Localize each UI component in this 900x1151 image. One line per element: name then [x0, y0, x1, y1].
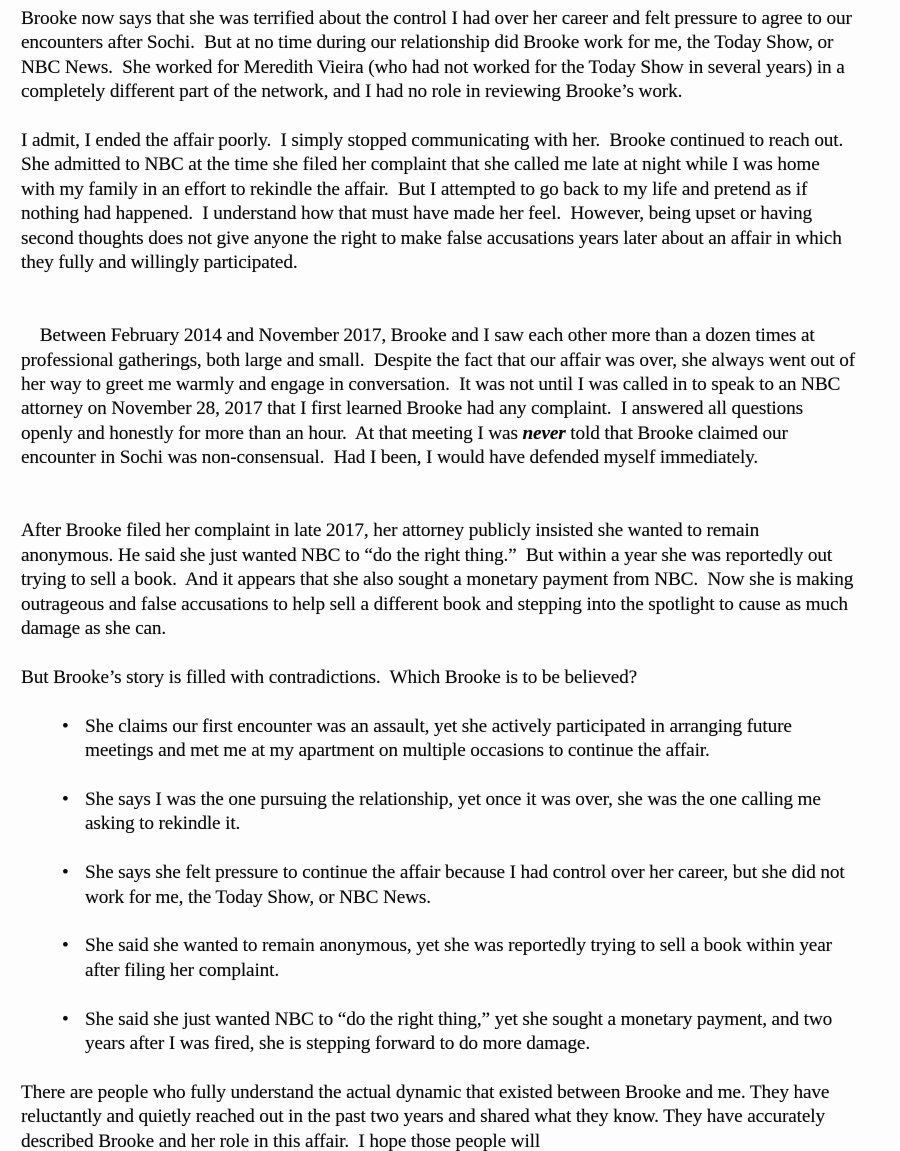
paragraph-between-2014-2017 — [21, 300, 860, 495]
list-item-text: She says I was the one pursuing the relationship, yet once it was over, she was the one calling me asking to rekindle it. — [85, 788, 826, 835]
bullet-icon: • — [62, 1008, 69, 1030]
emphasized-word-never: never — [522, 422, 566, 444]
paragraph-contradictions-question: But Brooke’s story is filled with contradictions. Which Brooke is to be believed? — [21, 666, 638, 688]
list-item-text: She said she wanted to remain anonymous, yet she was reportedly trying to sell a book within year after filing her complaint. — [85, 935, 837, 981]
list-item-monetary-payment — [21, 1008, 856, 1057]
list-item-pursuing-relationship — [21, 788, 856, 837]
paragraph-ended-affair: I admit, I ended the affair poorly. I simply stopped communicating with her. Brooke continued to reach out. She admitted to NBC at the time she filed her complaint that she called me late at night while I was home with my family in an effort to rekindle the affair. But I attempted to go back to my life and pretend as if nothing had happened. I understand how that must have made her feel. However, being upset or having second thoughts does not give anyone the right to make false accusations years later about an affair in which they fully and willingly participated. — [21, 130, 853, 274]
contradictions-list — [21, 715, 856, 1057]
list-item-text: She said she just wanted NBC to “do the right thing,” yet she sought a monetary payment, and two years after I was fired, she is stepping forward to do more damage. — [85, 1008, 837, 1054]
list-item-career-pressure — [21, 861, 856, 910]
bullet-icon: • — [62, 788, 69, 810]
list-item-text: She claims our first encounter was an assault, yet she actively participated in arranging future meetings and met me at my apartment on multiple occasions to continue the affair. — [85, 715, 797, 762]
bullet-icon: • — [62, 862, 69, 884]
bullet-icon: • — [62, 715, 69, 737]
list-item-first-encounter — [21, 715, 856, 764]
paragraph-career-control: Brooke now says that she was terrified about the control I had over her career and felt pressure to agree to our encounters after Sochi. But at no time during our relationship did Brooke work for me, the Today Show, or NBC News. She worked for Meredith Vieira (who had not worked for the Today Show in several years) in a completely different part of the network, and I had no role in reviewing Brooke’s work. — [21, 8, 857, 103]
bullet-icon: • — [62, 935, 69, 957]
paragraph-3-text-after: told that Brooke claimed our encounter in Sochi was non-consensual. Had I been, I would have defended myself immediately. — [21, 422, 793, 469]
paragraph-3-text-before: Between February 2014 and November 2017, Brooke and I saw each other more than a dozen times at professional gatherings, both large and small. Despite the fact that our affair was over, she always went out of her way to greet me warmly and engage in conversation. It was not until I was called in to speak to an NBC attorney on November 28, 2017 that I first learned Brooke had any complaint. I answered all questions openly and honestly for more than an hour. At that meeting I was — [21, 325, 860, 444]
paragraph-complaint-late-2017: After Brooke filed her complaint in late 2017, her attorney publicly insisted she wanted to remain anonymous. He said she just wanted NBC to “do the right thing.” But within a year she was reportedly out trying to sell a book. And it appears that she also sought a monetary payment from NBC. Now she is making outrageous and false accusations to help sell a different book and stepping into the spotlight to cause as much damage as she can. — [21, 520, 858, 640]
paragraph-people-who-understand: There are people who fully understand the actual dynamic that existed between Brooke and me. They have reluctantly and quietly reached out in the past two years and shared what they know. They have accurately described Brooke and her role in this affair. I hope those people will — [21, 1081, 834, 1151]
list-item-anonymous-book — [21, 934, 856, 983]
list-item-text: She says she felt pressure to continue the affair because I had control over her career, but she did not work for me, the Today Show, or NBC News. — [85, 862, 850, 908]
